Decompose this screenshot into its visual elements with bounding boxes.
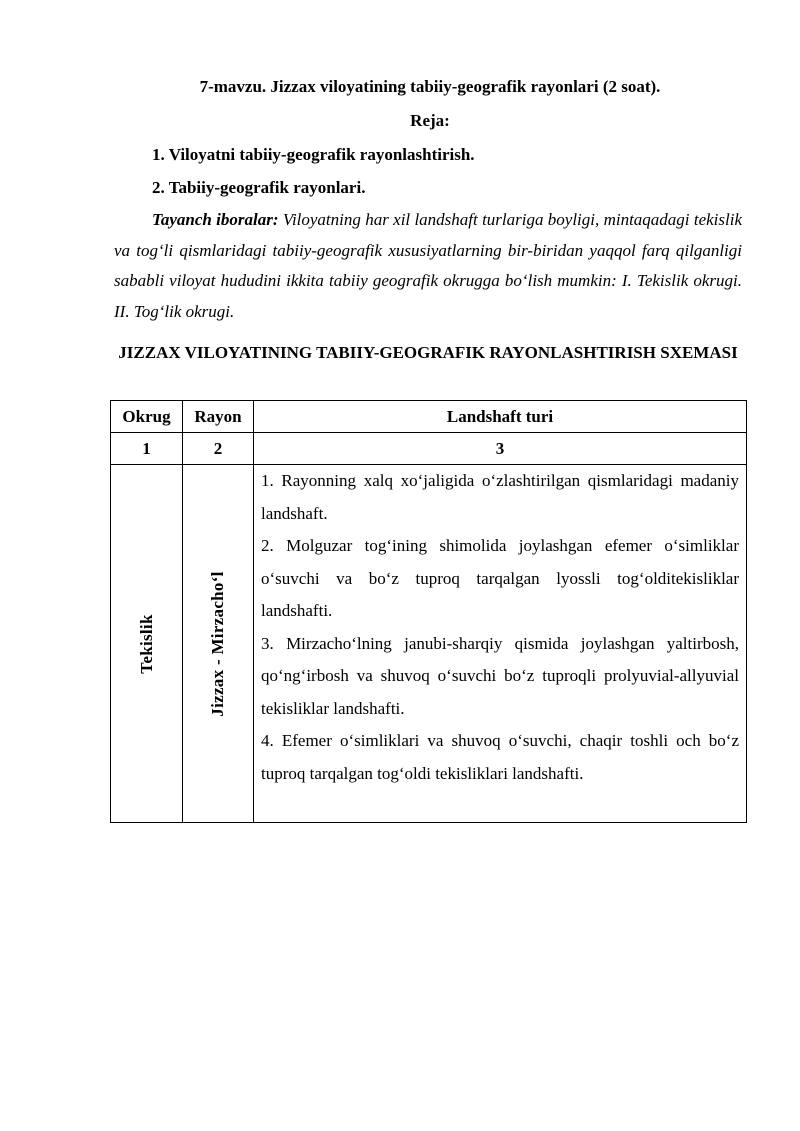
landshaft-cell xyxy=(254,465,747,823)
landshaft-item-1: 1. Rayonning xalq xo‘jaligida o‘zlashtirilgan qismlaridagi madaniy landshaft. xyxy=(261,471,739,523)
key-terms-paragraph xyxy=(114,205,742,327)
header-landshaft: Landshaft turi xyxy=(254,401,747,433)
rayon-cell xyxy=(183,465,254,823)
landshaft-item-3: 3. Mirzacho‘lning janubi-sharqiy qismida joylashgan yaltirbosh, qo‘ng‘irbosh va shuvoq o‘suvchi bo‘z tuproqli prolyuvial-allyuvial tekisliklar landshafti. xyxy=(261,633,739,718)
landshaft-item-4: 4. Efemer o‘simliklari va shuvoq o‘suvchi, chaqir toshli och bo‘z tuproq tarqalgan tog‘oldi tekisliklari landshafti. xyxy=(261,731,739,783)
plan-item-2: 2. Tabiiy-geografik rayonlari. xyxy=(152,178,366,197)
scheme-heading: JIZZAX VILOYATINING TABIIY-GEOGRAFIK RAYONLASHTIRISH SXEMASI xyxy=(118,343,738,362)
topic-title: 7-mavzu. Jizzax viloyatining tabiiy-geografik rayonlari (2 soat). xyxy=(199,77,661,96)
okrug-cell xyxy=(111,465,183,823)
column-number-3: 3 xyxy=(254,433,747,465)
header-rayon: Rayon xyxy=(183,401,254,433)
plan-item-1: 1. Viloyatni tabiiy-geografik rayonlashtirish. xyxy=(152,145,475,164)
table-number-row xyxy=(111,433,747,465)
column-number-1: 1 xyxy=(111,433,183,465)
table-header-row xyxy=(111,401,747,433)
okrug-name: Tekislik xyxy=(136,613,156,674)
header-okrug: Okrug xyxy=(111,401,183,433)
key-terms-label: Tayanch iboralar: xyxy=(152,210,279,229)
regionalization-table xyxy=(110,400,747,823)
rayon-name: Jizzax - Mirzacho‘l xyxy=(208,570,227,717)
table-row xyxy=(111,465,747,823)
column-number-2: 2 xyxy=(183,433,254,465)
landshaft-item-2: 2. Molguzar tog‘ining shimolida joylashgan efemer o‘simliklar o‘suvchi va bo‘z tuproq tarqalgan lyossli tog‘olditekisliklar landshafti. xyxy=(261,536,739,620)
plan-heading: Reja: xyxy=(410,111,450,130)
key-terms-text: Viloyatning har xil landshaft turlariga boyligi, mintaqadagi tekislik va tog‘li qismlaridagi tabiiy-geografik xususiyatlarning bir-biridan yaqqol farq qilganligi sababli viloyat hududini ikkita tabiiy geografik okrugga bo‘lish mumkin: I. Tekislik okrugi. II. Tog‘lik okrugi. xyxy=(114,210,742,321)
